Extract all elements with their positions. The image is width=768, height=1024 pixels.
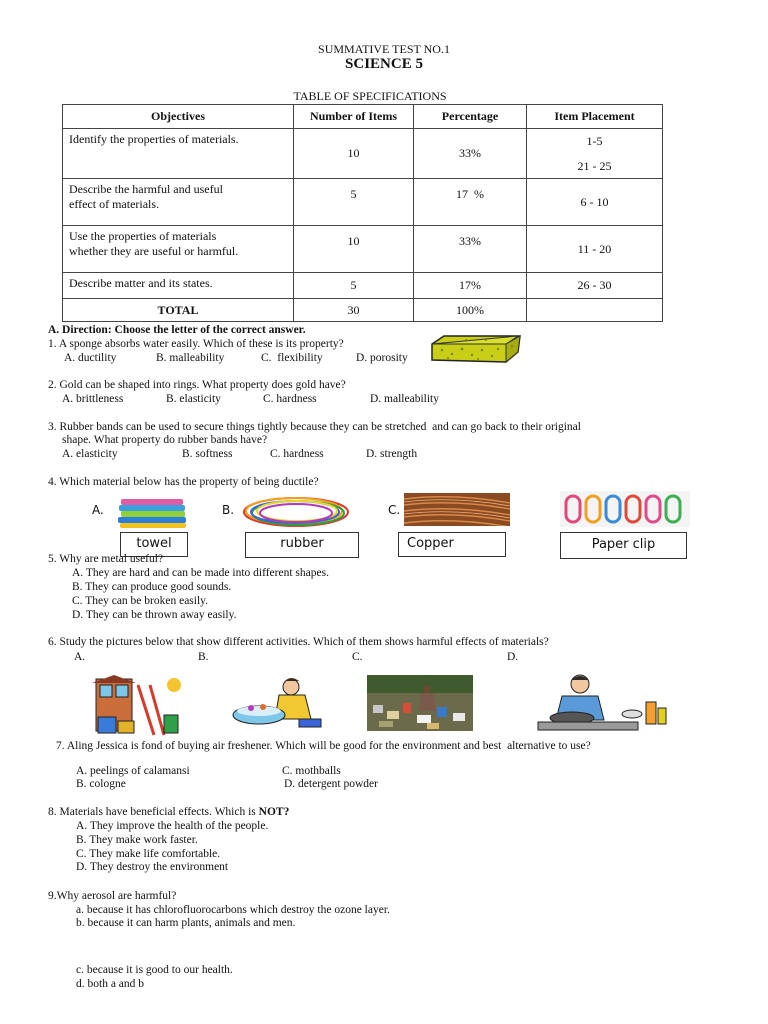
objective-line: Use the properties of materials xyxy=(69,229,217,243)
percent-cell: 33% xyxy=(414,226,527,273)
table-row xyxy=(63,273,663,299)
question-9: 9.Why aerosol are harmful? xyxy=(48,890,177,902)
question-8-emphasis: NOT? xyxy=(258,806,290,818)
q4-letter-b: B. xyxy=(222,503,235,517)
items-cell: 10 xyxy=(294,226,414,273)
col-placement: Item Placement xyxy=(527,105,663,129)
q7-option-d: D. detergent powder xyxy=(284,778,378,790)
q7-option-a: A. peelings of calamansi xyxy=(76,765,190,777)
q1-option-d: D. porosity xyxy=(356,352,408,364)
garbage-dump-image xyxy=(367,675,473,731)
label-paper-clip: Paper clip xyxy=(560,532,687,559)
towels-image xyxy=(115,497,191,529)
col-objectives: Objectives xyxy=(63,105,294,129)
items-cell: 10 xyxy=(294,129,414,179)
direction-text: A. Direction: Choose the letter of the correct answer. xyxy=(48,324,306,336)
placement-cell: 11 - 20 xyxy=(527,226,663,273)
sponge-image xyxy=(428,332,524,366)
painting-house-image xyxy=(90,675,186,737)
q8-option-d: D. They destroy the environment xyxy=(76,861,229,873)
q5-option-d: D. They can be thrown away easily. xyxy=(72,609,237,621)
objective-line: effect of materials. xyxy=(69,197,160,211)
washing-clothes-image xyxy=(229,675,329,731)
rubber-bands-image xyxy=(240,494,352,530)
q5-option-c: C. They can be broken easily. xyxy=(72,595,209,607)
objective-line: Describe the harmful and useful xyxy=(69,182,223,196)
q7-option-c: C. mothballs xyxy=(282,765,341,777)
label-towel: towel xyxy=(120,532,188,557)
question-3: 3. Rubber bands can be used to secure things tightly because they can be stretched and can go back to their original xyxy=(48,421,581,433)
percent-cell: 33% xyxy=(414,129,527,179)
q1-option-b: B. malleability xyxy=(156,352,225,364)
placement-cell xyxy=(527,129,663,179)
col-items: Number of Items xyxy=(294,105,414,129)
placement-cell: 6 - 10 xyxy=(527,179,663,226)
q3-option-b: B. softness xyxy=(182,448,233,460)
items-cell: 5 xyxy=(294,179,414,226)
objective-cell: Describe matter and its states. xyxy=(63,273,294,299)
q5-option-a: A. They are hard and can be made into different shapes. xyxy=(72,567,329,579)
question-8-text: 8. Materials have beneficial effects. Which is xyxy=(48,806,259,818)
placement-line: 21 - 25 xyxy=(577,158,612,173)
percent-cell: 17% xyxy=(414,273,527,299)
q4-letter-a: A. xyxy=(92,503,104,517)
cooking-image xyxy=(520,672,670,732)
copper-wire-image xyxy=(404,493,510,526)
total-label: TOTAL xyxy=(63,299,294,322)
q6-letter-d: D. xyxy=(507,651,519,663)
q9-option-b: b. because it can harm plants, animals and men. xyxy=(76,917,296,929)
q4-letter-c: C. xyxy=(388,503,401,517)
placement-line: 1-5 xyxy=(586,133,603,148)
label-copper: Copper xyxy=(398,532,506,557)
tos-table xyxy=(62,104,663,322)
q3-option-d: D. strength xyxy=(366,448,418,460)
percent-cell: 17 % xyxy=(414,179,527,226)
question-8 xyxy=(48,806,289,818)
percent-cell: 100% xyxy=(414,299,527,322)
question-4: 4. Which material below has the property of being ductile? xyxy=(48,476,319,488)
q2-option-b: B. elasticity xyxy=(166,393,221,405)
question-1: 1. A sponge absorbs water easily. Which of these is its property? xyxy=(48,338,344,350)
placement-cell: 26 - 30 xyxy=(527,273,663,299)
q2-option-c: C. hardness xyxy=(263,393,317,405)
q3-option-a: A. elasticity xyxy=(62,448,118,460)
q8-option-b: B. They make work faster. xyxy=(76,834,198,846)
subject-title: SCIENCE 5 xyxy=(345,56,423,72)
table-row-total xyxy=(63,299,663,322)
q6-letter-c: C. xyxy=(352,651,363,663)
table-row xyxy=(63,226,663,273)
q2-option-d: D. malleability xyxy=(370,393,439,405)
label-rubber: rubber xyxy=(245,532,359,558)
table-row xyxy=(63,179,663,226)
question-3-line2: shape. What property do rubber bands have? xyxy=(62,434,268,446)
q6-letter-b: B. xyxy=(198,651,209,663)
q3-option-c: C. hardness xyxy=(270,448,324,460)
q6-letter-a: A. xyxy=(74,651,86,663)
q5-option-b: B. They can produce good sounds. xyxy=(72,581,232,593)
question-6: 6. Study the pictures below that show different activities. Which of them shows harmful effects of materials? xyxy=(48,636,549,648)
question-2: 2. Gold can be shaped into rings. What property does gold have? xyxy=(48,379,346,391)
q1-option-a: A. ductility xyxy=(64,352,117,364)
tos-title: TABLE OF SPECIFICATIONS xyxy=(293,89,447,103)
question-7: 7. Aling Jessica is fond of buying air freshener. Which will be good for the environment and best alternative to use? xyxy=(56,740,591,752)
col-percentage: Percentage xyxy=(414,105,527,129)
q8-option-a: A. They improve the health of the people. xyxy=(76,820,269,832)
objective-line: whether they are useful or harmful. xyxy=(69,244,239,258)
table-row xyxy=(63,129,663,179)
q9-option-a: a. because it has chlorofluorocarbons which destroy the ozone layer. xyxy=(76,904,390,916)
q1-option-c: C. flexibility xyxy=(261,352,323,364)
test-title: SUMMATIVE TEST NO.1 xyxy=(318,42,450,56)
items-cell: 30 xyxy=(294,299,414,322)
q8-option-c: C. They make life comfortable. xyxy=(76,848,221,860)
objective-cell xyxy=(63,226,294,273)
q2-option-a: A. brittleness xyxy=(62,393,124,405)
placement-cell xyxy=(527,299,663,322)
paper-clips-image xyxy=(560,491,690,527)
objective-cell xyxy=(63,179,294,226)
q9-option-d: d. both a and b xyxy=(76,978,145,990)
q9-option-c: c. because it is good to our health. xyxy=(76,964,233,976)
q7-option-b: B. cologne xyxy=(76,778,126,790)
items-cell: 5 xyxy=(294,273,414,299)
question-5: 5. Why are metal useful? xyxy=(48,553,164,565)
objective-cell: Identify the properties of materials. xyxy=(63,129,294,179)
